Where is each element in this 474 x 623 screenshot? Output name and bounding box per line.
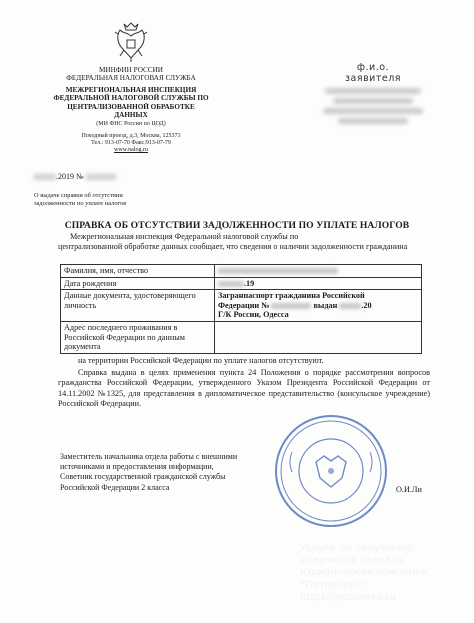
short-name: (МИ ФНС России по ЦОД) [96,121,166,128]
applicant-block [318,62,428,124]
issued-label: выдан [313,300,338,310]
redacted-date [339,303,361,309]
redacted-line [338,118,408,124]
signer-line: Российской Федерации 2 класса [60,482,170,492]
inspection-line: ЦЕНТРАЛИЗОВАННОЙ ОБРАБОТКЕ [67,102,195,111]
registration-line [34,172,116,181]
signer-name: О.И.Ли [396,485,422,494]
passport-line-1: Загранпаспорт гражданина Российской [218,291,365,301]
ad-line: документа оказала [300,555,403,567]
cell-value [215,265,422,278]
ad-line: Услуги по получению [300,543,414,554]
intro-line-1: Межрегиональная инспекция Федеральной налоговой службы по [70,232,299,241]
redacted-line [333,98,413,104]
inspection-line: ДАННЫХ [114,111,148,120]
cell-label: Дата рождения [61,277,215,290]
watermark-ad [300,543,468,604]
phones: Тел.: 913-07-70 Факс:913-07-79 [91,140,171,147]
issue-year: .20 [361,300,372,310]
ad-line: Юридическая компания [300,567,428,579]
ad-link[interactable]: https://petroleks.ru [300,591,396,603]
applicant-label: заявителя [344,73,402,84]
redacted-line [325,88,421,94]
signer-line: Заместитель начальника отдела работы с внешними [60,452,238,461]
passport-number-label: Федерации № [218,300,270,310]
birth-year: .19 [244,278,255,288]
cell-label: Адрес последнего проживания в Российской Федерации по данным документа [61,321,215,353]
coat-of-arms-icon [114,20,148,64]
redacted-line [323,108,423,114]
cell-value [215,321,422,353]
registration-date: .2019 № [56,172,84,181]
table-row [61,277,422,290]
inspection-line: ФЕДЕРАЛЬНОЙ НАЛОГОВОЙ СЛУЖБЫ ПО [53,94,209,103]
signer-block [60,452,320,493]
table-row [61,321,422,353]
passport-line-2 [218,301,418,311]
subject-line: О выдаче справки об отсутствии задолженности по уплате налогов [34,192,127,207]
cell-label: Данные документа, удостоверяющего личность [61,290,215,322]
ad-line: “Петролекс” [300,579,367,591]
address: Походный проезд, д.3, Москва, 125373 [81,132,181,139]
document-title: СПРАВКА ОБ ОТСУТСТВИИ ЗАДОЛЖЕННОСТИ ПО УПЛАТЕ НАЛОГОВ [64,220,410,231]
redacted-number [271,303,311,309]
inspection-line: МЕЖРЕГИОНАЛЬНАЯ ИНСПЕКЦИЯ [65,85,197,94]
signer-line: источниками и предоставления информации, [60,462,214,472]
org-line: ФЕДЕРАЛЬНАЯ НАЛОГОВАЯ СЛУЖБА [66,74,196,83]
table-row [61,265,422,278]
fio-label: ф.и.о. [356,62,390,73]
purpose-paragraph: Справка выдана в целях применения пункта 24 Положения о порядке рассмотрения вопросов гражданства Российской Федерации, утвержденного Указом Президента Российской Федерации от 14.11.2002 №1325, для представления в дипломатическое представительство (консульское учреждение) Российской Федерации. [58,368,430,409]
redacted-birthdate [218,281,244,287]
redacted-date [34,174,56,180]
org-line: МИНФИН РОССИИ [99,66,163,74]
intro-line-2: централизованной обработке данных сообщает, что сведения о наличии задолженности гражданина [58,242,408,251]
redacted-name [218,268,338,274]
website-link[interactable]: www.nalog.ru [114,147,148,154]
cell-value [215,290,422,322]
issuer-block [42,66,220,154]
cell-value [215,277,422,290]
table-row [61,290,422,322]
signer-line: Советник государственной гражданской службы [60,472,226,482]
status-paragraph: на территории Российской Федерации по уплате налогов отсутствуют. [78,356,324,365]
redacted-number [86,174,116,180]
passport-line-3: Г/К России, Одесса [218,310,289,320]
citizen-data-table [60,264,422,354]
cell-label: Фамилия, имя, отчество [61,265,215,278]
